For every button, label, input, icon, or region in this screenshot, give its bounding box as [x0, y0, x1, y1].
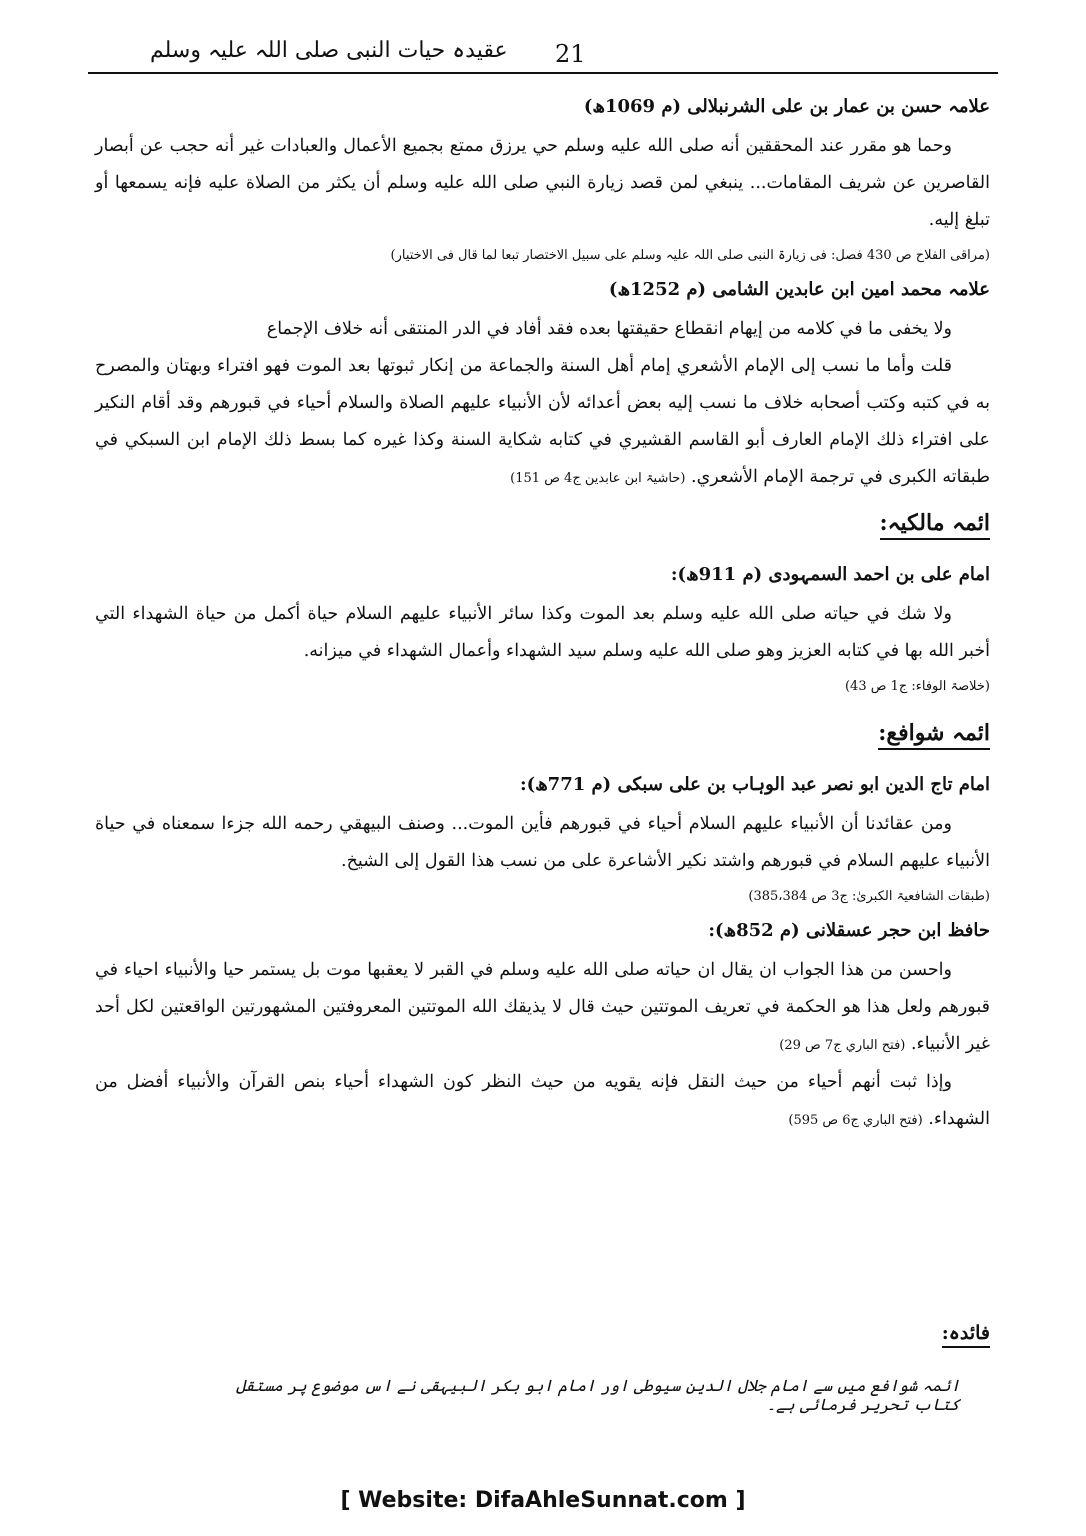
paragraph-ibn-abidin-2 — [95, 348, 990, 496]
paragraph-ibn-hajar-2-text: وإذا ثبت أنهم أحياء من حيث النقل فإنه يقويه من حيث النظر كون الشهداء أحياء بنص القرآن والأنبياء أفضل من الشهداء. — [95, 1072, 990, 1129]
reference-subki: (طبقات الشافعیۃ الکبریٰ: ج3 ص 385،384) — [748, 889, 990, 904]
reference-samhudi: (خلاصۃ الوفاء: ج1 ص 43) — [844, 679, 990, 694]
section-head-malikiyya: ائمہ مالکیہ: — [880, 510, 991, 540]
section-head-shawafi: ائمہ شوافع: — [878, 720, 990, 750]
paragraph-samhudi: ولا شك في حياته صلى الله عليه وسلم بعد الموت وكذا سائر الأنبياء عليهم السلام حياة أكمل من حياة الشهداء التي أخبر الله بها في كتابه العزيز وهو صلى الله عليه وسلم سيد الشهداء وأعمال الشهداء في ميزانه. — [95, 604, 990, 661]
reference-fath-1: (فتح الباري ج7 ص 29) — [779, 1038, 906, 1053]
paragraph-subki: ومن عقائدنا أن الأنبياء عليهم السلام أحياء في قبورهم فأين الموت... وصنف البيهقي رحمه الله جزءا سمعناه في حياة الأنبياء عليهم السلام في قبورهم واشتد نكير الأشاعرة على من نسب هذا القول إلى الشيخ. — [95, 814, 990, 871]
paragraph-ibn-abidin-1: ولا يخفى ما في كلامه من إيهام انقطاع حقيقتها بعده فقد أفاد في الدر المنتقى أنه خلاف الإجماع — [266, 319, 952, 339]
page-content — [95, 84, 990, 1139]
heading-ibn-hajar: حافظ ابن حجر عسقلانی (م 852ھ): — [708, 920, 990, 941]
paragraph-shurunbulali: وحما هو مقرر عند المحققين أنه صلى الله عليه وسلم حي يرزق ممتع بجميع الأعمال والعبادات غير أنه حجب عن أبصار القاصرين عن شريف المقامات... ينبغي لمن قصد زيارة النبي صلى الله عليه وسلم أن يكثر من الصلاة عليه فإنه يسمعها أو تبلغ إليه. — [95, 136, 990, 230]
header-divider — [88, 72, 998, 74]
faida-text: ائمہ شوافع میں سے امام جلال الدین سیوطی اور امام ابو بکر البیہقی نے اس موضوع پر مستقل کتاب تحریر فرمائی ہے۔ — [236, 1376, 960, 1414]
reference-shurunbulali: (مراقی الفلاح ص 430 فصل: فی زیارۃ النبی صلی اللہ علیہ وسلم علی سبیل الاختصار تبعا لما قال فی الاختیار) — [390, 248, 990, 263]
faida-heading: فائدہ: — [942, 1322, 990, 1348]
heading-samhudi: امام علی بن احمد السمہودی (م 911ھ): — [670, 564, 990, 585]
reference-fath-2: (فتح الباري ج6 ص 595) — [788, 1113, 923, 1128]
heading-subki: امام تاج الدین ابو نصر عبد الوہاب بن علی سبکی (م 771ھ): — [519, 774, 990, 795]
faida-block — [942, 1322, 990, 1348]
heading-ibn-abidin: علامہ محمد امین ابن عابدین الشامی (م 1252ھ) — [608, 279, 990, 300]
reference-ibn-abidin: (حاشیۃ ابن عابدین ج4 ص 151) — [510, 471, 686, 486]
page-number: 21 — [555, 40, 586, 68]
paragraph-ibn-hajar-1-text: واحسن من هذا الجواب ان يقال ان حياته صلى الله عليه وسلم في القبر لا يعقبها موت بل يستمر حيا والأنبياء احياء في قبورهم ولعل هذا هو الحكمة في تعريف الموتتين حيث قال لا يذيقك الله الموتتين المعروفتين المشهورتين الواقعتين لكل أحد غير الأنبياء. — [95, 960, 990, 1054]
running-header-title: عقیدہ حیات النبی صلی اللہ علیہ وسلم — [150, 38, 508, 63]
paragraph-ibn-abidin-2-text: قلت وأما ما نسب إلى الإمام الأشعري إمام أهل السنة والجماعة من إنكار ثبوتها بعد الموت فهو افتراء وبهتان والمصرح به في كتبه وكتب أصحابه خلاف ما نسب إليه بعض أعدائه لأن الأنبياء عليهم الصلاة والسلام أحياء في قبورهم وقد أقام النكير على افتراء ذلك الإمام العارف أبو القاسم القشيري في كتابه شكاية السنة وكذا غيره كما بسط ذلك الإمام ابن السبكي في طبقاته الكبرى في ترجمة الإمام الأشعري. — [95, 356, 990, 487]
heading-shurunbulali: علامہ حسن بن عمار بن علی الشرنبلالی (م 1069ھ) — [583, 96, 990, 117]
paragraph-ibn-hajar-1 — [95, 952, 990, 1064]
website-footer: [ Website: DifaAhleSunnat.com ] — [340, 1488, 746, 1513]
paragraph-ibn-hajar-2 — [95, 1064, 990, 1139]
